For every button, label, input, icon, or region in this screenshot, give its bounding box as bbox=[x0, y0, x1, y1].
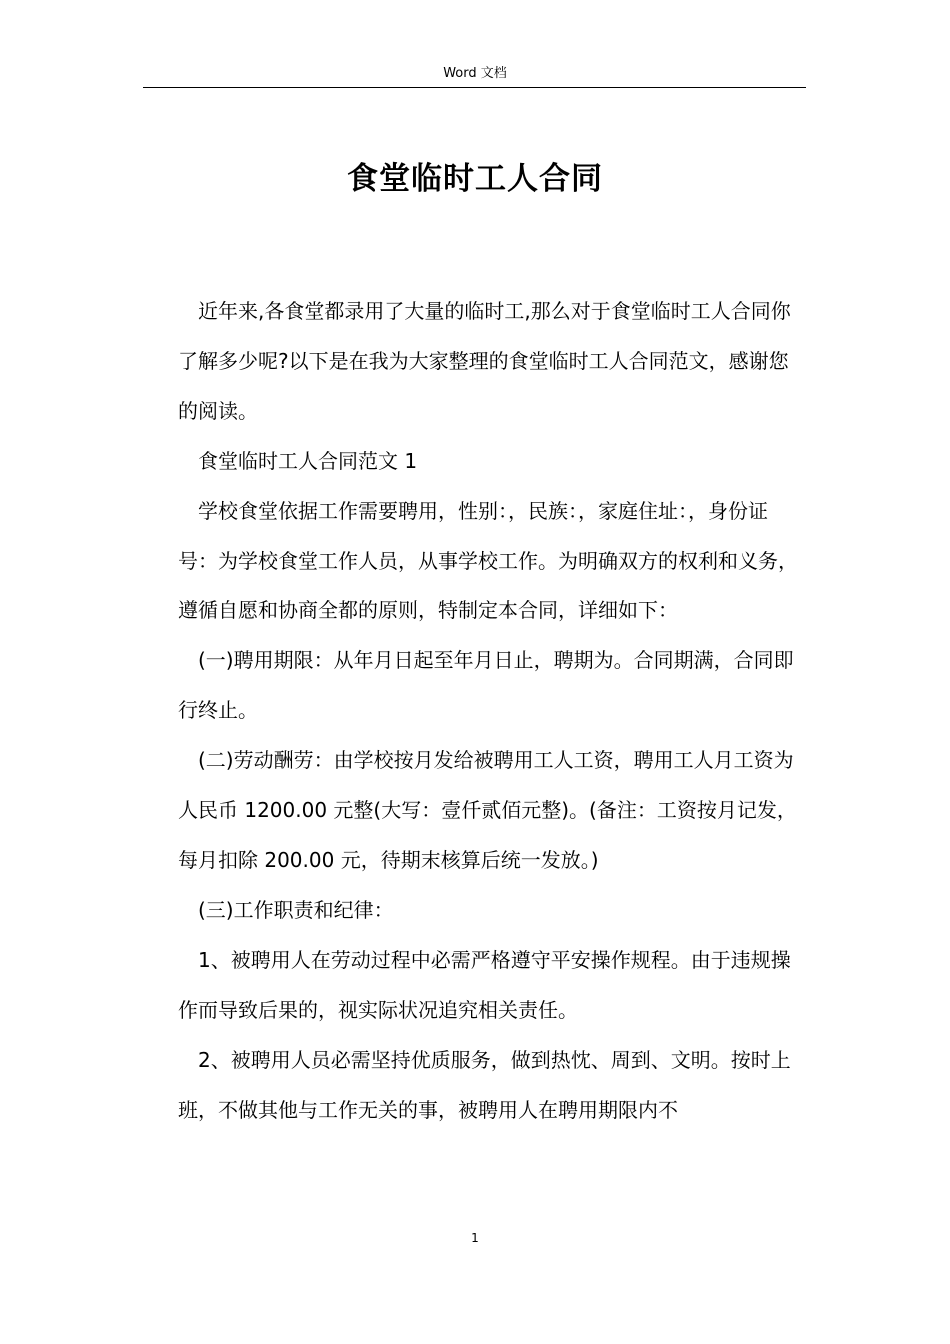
paragraph-intro: 近年来,各食堂都录用了大量的临时工,那么对于食堂临时工人合同你了解多少呢?以下是在我为大家整理的食堂临时工人合同范文，感谢您的阅读。 bbox=[178, 299, 791, 423]
header-divider bbox=[143, 87, 806, 88]
paragraph-duty-1: 1、被聘用人在劳动过程中必需严格遵守平安操作规程。由于违规操作而导致后果的，视实际状况追究相关责任。 bbox=[178, 947, 791, 1022]
page-header-label: Word 文档 bbox=[443, 66, 507, 81]
paragraph-duty-2: 2、被聘用人员必需坚持优质服务，做到热忱、周到、文明。按时上班，不做其他与工作无关的事，被聘用人在聘用期限内不 bbox=[178, 1047, 791, 1122]
paragraph-remuneration: (二)劳动酬劳：由学校按月发给被聘用工人工资，聘用工人月工资为人民币 1200.00 元整(大写：壹仟贰佰元整)。(备注：工资按月记发，每月扣除 200.00 元，待期末核算后统一发放。) bbox=[178, 748, 797, 872]
paragraph-duties-heading: (三)工作职责和纪律： bbox=[198, 897, 394, 922]
document-title: 食堂临时工人合同 bbox=[347, 161, 603, 197]
paragraph-subtitle: 食堂临时工人合同范文 1 bbox=[198, 448, 418, 473]
page-number: 1 bbox=[471, 1231, 479, 1245]
document-body bbox=[178, 287, 806, 1135]
paragraph-preamble: 学校食堂依据工作需要聘用，性别：，民族：，家庭住址：，身份证号：为学校食堂工作人员，从事学校工作。为明确双方的权利和义务，遵循自愿和协商全都的原则，特制定本合同，详细如下： bbox=[178, 498, 798, 623]
paragraph-term: (一)聘用期限：从年月日起至年月日止，聘期为。合同期满，合同即行终止。 bbox=[178, 648, 794, 723]
